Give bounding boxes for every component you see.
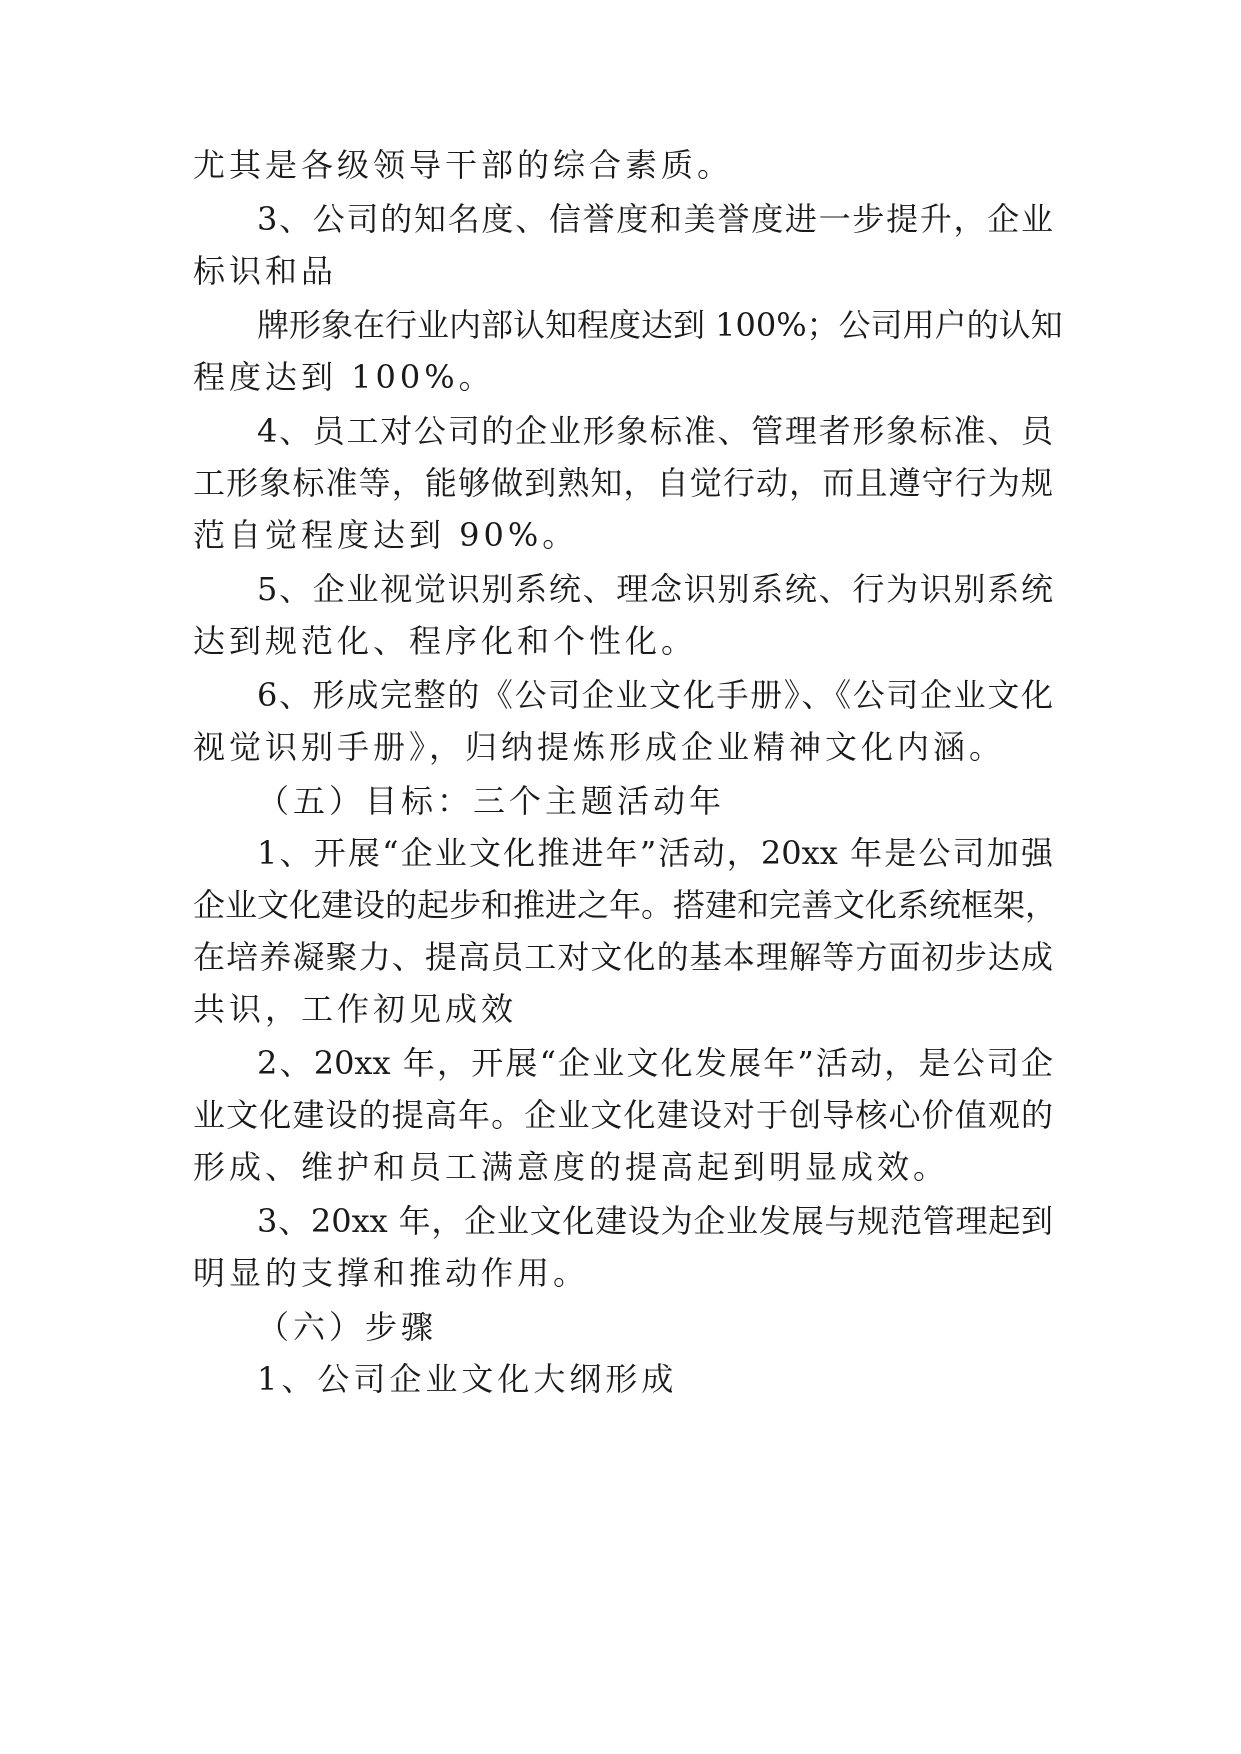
text-line: 5、企业视觉识别系统、理念识别系统、行为识别系统	[257, 570, 1053, 608]
text-line: 工形象标准等，能够做到熟知，自觉行动，而且遵守行为规	[193, 464, 1053, 502]
text-line: 程度达到 100%。	[193, 358, 495, 396]
text-line: 视觉识别手册》，归纳提炼形成企业精神文化内涵。	[193, 728, 1006, 766]
text-line: 形成、维护和员工满意度的提高起到明显成效。	[193, 1148, 950, 1186]
text-line: 业文化建设的提高年。企业文化建设对于创导核心价值观的	[193, 1096, 1053, 1134]
text-line: 共识，工作初见成效	[193, 990, 518, 1028]
text-line: 3、20xx 年，企业文化建设为企业发展与规范管理起到	[257, 1202, 1053, 1240]
section-heading: （六）步骤	[257, 1308, 438, 1346]
text-line: 企业文化建设的起步和推进之年。搭建和完善文化系统框架，	[193, 886, 1058, 924]
text-line: 1、公司企业文化大纲形成	[257, 1360, 678, 1398]
text-line: 3、公司的知名度、信誉度和美誉度进一步提升，企业	[257, 200, 1053, 238]
section-heading: （五）目标：三个主题活动年	[257, 782, 726, 820]
text-line: 范自觉程度达到 90%。	[193, 516, 579, 554]
text-line: 达到规范化、程序化和个性化。	[193, 622, 698, 660]
text-line: 4、员工对公司的企业形象标准、管理者形象标准、员	[257, 412, 1053, 450]
text-line: 1、开展“企业文化推进年”活动，20xx 年是公司加强	[257, 834, 1053, 872]
text-line: 牌形象在行业内部认知程度达到 100%；公司用户的认知	[257, 306, 1063, 344]
text-line: 2、20xx 年，开展“企业文化发展年”活动，是公司企	[257, 1044, 1053, 1082]
text-line: 标识和品	[193, 252, 338, 290]
text-line: 明显的支撑和推动作用。	[193, 1254, 590, 1292]
text-line: 6、形成完整的《公司企业文化手册》、《公司企业文化	[257, 676, 1053, 714]
text-line: 在培养凝聚力、提高员工对文化的基本理解等方面初步达成	[193, 938, 1053, 976]
text-line: 尤其是各级领导干部的综合素质。	[193, 146, 734, 184]
